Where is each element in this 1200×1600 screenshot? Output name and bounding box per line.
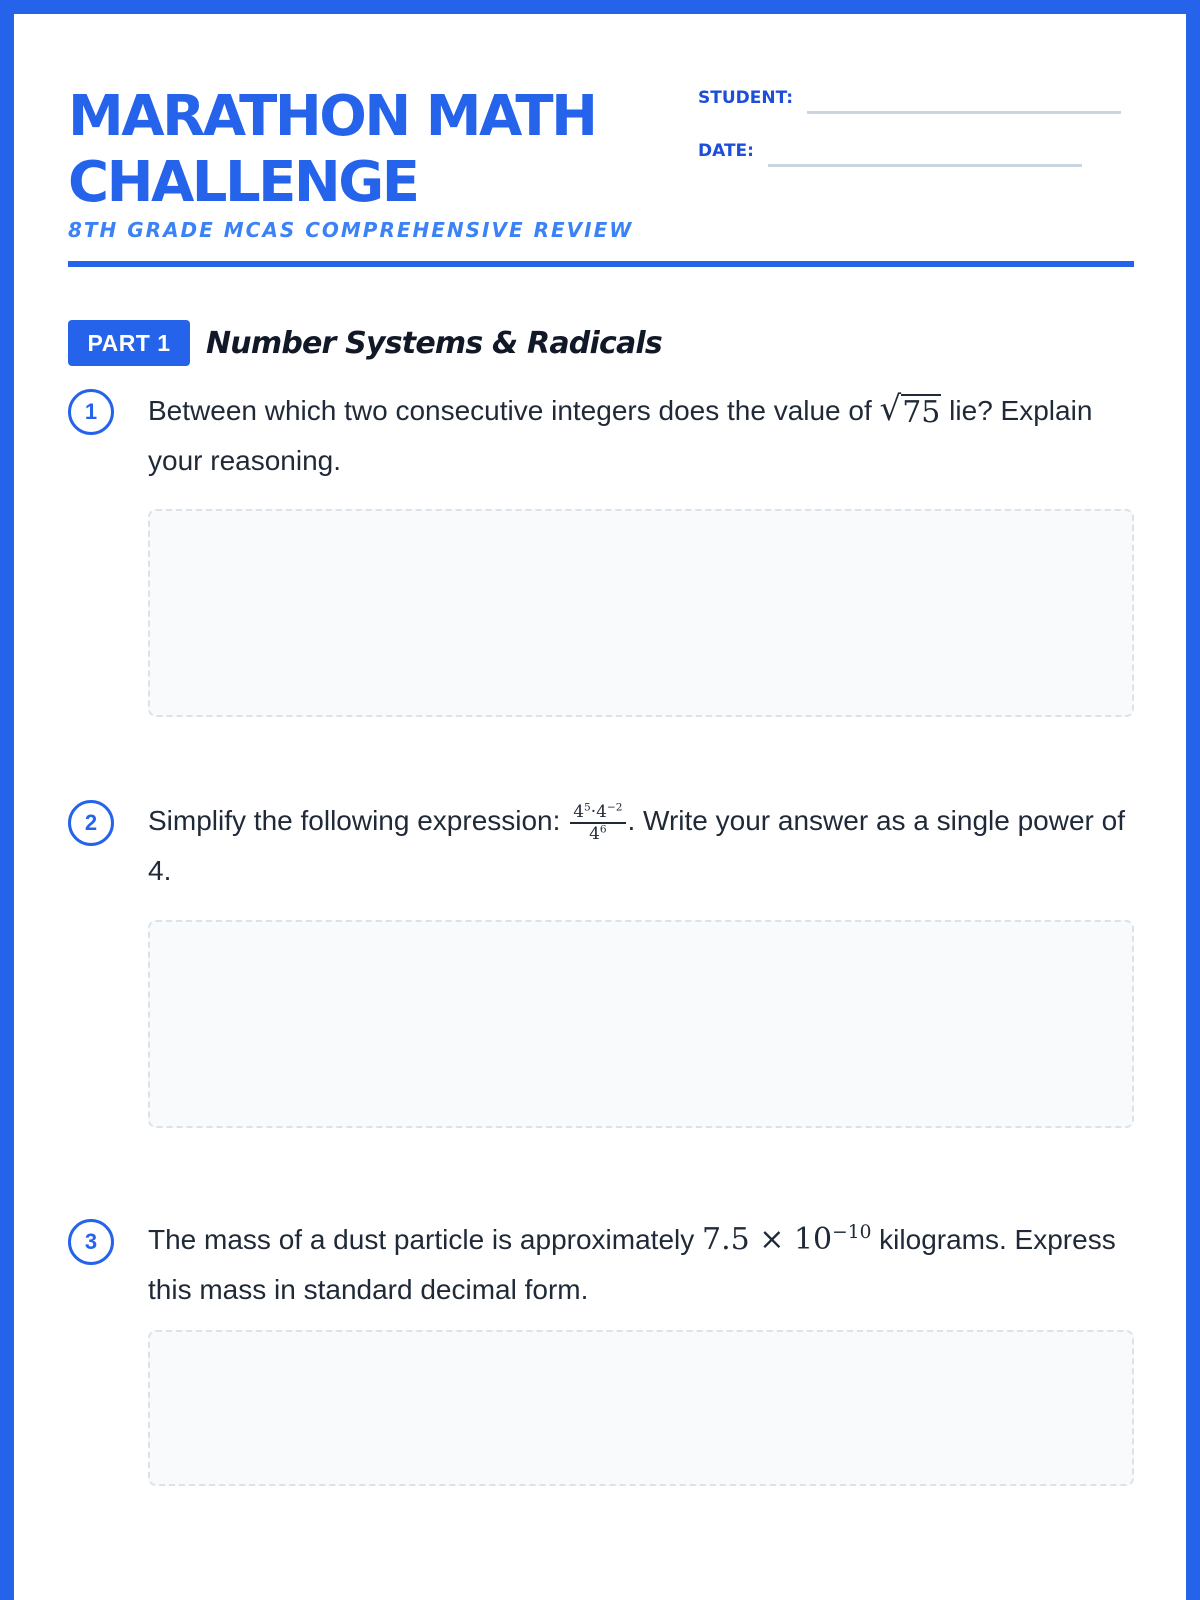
q3-coefficient: 7.5 [702, 1222, 750, 1257]
answer-box-1[interactable] [148, 509, 1134, 717]
q3-text-after: kilograms. Express this mass in standard decimal form. [148, 1224, 1116, 1305]
date-line[interactable] [768, 164, 1082, 167]
title-line-2: CHALLENGE [68, 150, 418, 215]
date-field [698, 141, 1082, 161]
q2-num-exp-2: −2 [606, 800, 623, 813]
q2-text-after: . Write your answer as a single power of 4. [148, 805, 1125, 886]
q1-radicand: 75 [902, 395, 941, 430]
q2-fraction [570, 802, 625, 844]
q1-square-root [879, 389, 942, 430]
title-line-1: MARATHON MATH [68, 84, 596, 149]
q2-fraction-numerator [570, 802, 625, 824]
student-label: STUDENT: [698, 88, 794, 108]
q2-num-exp-1: 5 [584, 800, 591, 813]
question-text-1 [148, 386, 1138, 486]
q3-text-before: The mass of a dust particle is approximately [148, 1224, 703, 1255]
page-subtitle: 8TH GRADE MCAS COMPREHENSIVE REVIEW [68, 218, 634, 242]
q3-exponent: −10 [832, 1222, 872, 1243]
student-name-line[interactable] [807, 111, 1121, 114]
student-field [698, 88, 1121, 108]
q3-times-sign: × [759, 1222, 785, 1257]
question-number-2: 2 [68, 800, 114, 846]
answer-box-3[interactable] [148, 1330, 1134, 1486]
answer-box-2[interactable] [148, 920, 1134, 1128]
question-text-2 [148, 796, 1138, 896]
q2-den-base: 4 [589, 823, 600, 844]
date-label: DATE: [698, 141, 754, 161]
header-divider [68, 261, 1134, 267]
q2-text-before: Simplify the following expression: [148, 805, 569, 836]
q2-num-base-1: 4 [573, 801, 585, 822]
q3-scientific-notation [702, 1222, 871, 1257]
q2-den-exp: 6 [599, 822, 607, 835]
part-title: Number Systems & Radicals [206, 325, 662, 361]
q2-num-base-2: 4 [596, 801, 607, 822]
q1-text-before: Between which two consecutive integers does the value of [148, 395, 880, 426]
q1-text-after: lie? Explain your reasoning. [148, 395, 1093, 476]
worksheet-page [14, 14, 1186, 1600]
q2-num-dot: · [590, 801, 597, 822]
question-number-3: 3 [68, 1219, 114, 1265]
part-badge: PART 1 [68, 320, 190, 366]
page-title [68, 84, 596, 216]
question-text-3 [148, 1215, 1138, 1315]
radical-sign: √ [879, 389, 902, 429]
q3-base: 10 [793, 1222, 833, 1257]
question-number-1: 1 [68, 389, 114, 435]
q2-fraction-denominator [589, 824, 607, 844]
